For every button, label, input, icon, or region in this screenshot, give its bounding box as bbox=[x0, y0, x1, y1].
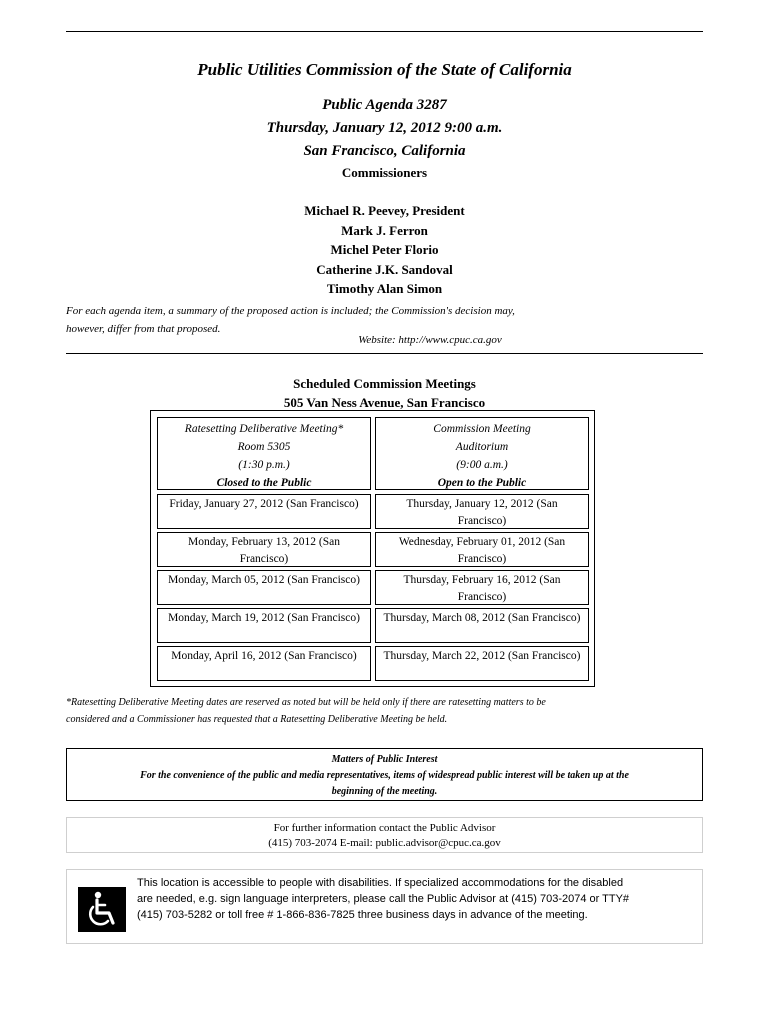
commissioner-name: Catherine J.K. Sandoval bbox=[316, 261, 453, 277]
wheelchair-icon bbox=[78, 887, 126, 932]
ratesetting-date: Friday, January 27, 2012 (San Francisco) bbox=[157, 494, 371, 529]
commission-date: Thursday, January 12, 2012 (San Francisco) bbox=[375, 494, 589, 529]
page-title: Public Utilities Commission of the State of California bbox=[197, 60, 572, 79]
agenda-number: Public Agenda 3287 bbox=[322, 97, 447, 113]
public-interest-text: For the convenience of the public and media representatives, items of widespread public interest will be taken up at the bbox=[140, 770, 629, 781]
disclaimer-line: however, differ from that proposed. bbox=[66, 323, 221, 335]
accessibility-line: This location is accessible to people with disabilities. If specialized accommodations for the disabled bbox=[137, 877, 624, 889]
commissioner-name: Michel Peter Florio bbox=[330, 242, 439, 257]
commission-date: Thursday, March 08, 2012 (San Francisco) bbox=[375, 608, 589, 643]
footnote-line: *Ratesetting Deliberative Meeting dates are reserved as noted but will be held only if there are ratesetting matters to be bbox=[66, 697, 546, 708]
commissioner-name: Timothy Alan Simon bbox=[326, 281, 443, 296]
public-interest-text: beginning of the meeting. bbox=[331, 786, 438, 797]
accessibility-box bbox=[66, 869, 703, 944]
section-rule bbox=[66, 353, 703, 354]
public-interest-box bbox=[66, 748, 703, 801]
commissioners-heading: Commissioners bbox=[341, 165, 428, 180]
accessibility-line: (415) 703-5282 or toll free # 1-866-836-7825 three business days in advance of the meeting. bbox=[137, 909, 588, 921]
footnote-line: considered and a Commissioner has requested that a Ratesetting Deliberative Meeting be held. bbox=[66, 714, 448, 725]
advisor-text: For further information contact the Public Advisor bbox=[273, 822, 496, 834]
ratesetting-date: Monday, April 16, 2012 (San Francisco) bbox=[157, 646, 371, 681]
disclaimer-line: For each agenda item, a summary of the proposed action is included; the Commission's decision may, bbox=[66, 305, 515, 317]
disclaimer bbox=[66, 302, 626, 338]
accessibility-line: are needed, e.g. sign language interpreters, please call the Public Advisor at (415) 703-2074 or TTY# bbox=[137, 893, 630, 905]
public-advisor-box bbox=[66, 817, 703, 853]
ratesetting-header bbox=[157, 417, 371, 490]
commission-date: Thursday, March 22, 2012 (San Francisco) bbox=[375, 646, 589, 681]
ratesetting-date: Monday, February 13, 2012 (San Francisco) bbox=[157, 532, 371, 567]
header-line: Room 5305 bbox=[237, 441, 291, 453]
advisor-contact[interactable]: (415) 703-2074 E-mail: public.advisor@cpuc.ca.gov bbox=[268, 837, 501, 849]
agenda-date: Thursday, January 12, 2012 9:00 a.m. bbox=[266, 120, 503, 136]
commission-header bbox=[375, 417, 589, 490]
header-line: (9:00 a.m.) bbox=[456, 459, 508, 471]
commissioners-list bbox=[66, 201, 703, 299]
ratesetting-date: Monday, March 19, 2012 (San Francisco) bbox=[157, 608, 371, 643]
ratesetting-date: Monday, March 05, 2012 (San Francisco) bbox=[157, 570, 371, 605]
top-rule bbox=[66, 31, 703, 32]
header-line: Auditorium bbox=[455, 441, 509, 453]
schedule-title: Scheduled Commission Meetings bbox=[293, 376, 476, 391]
header-line: Commission Meeting bbox=[433, 423, 531, 435]
agenda-info bbox=[66, 94, 703, 163]
accessibility-text bbox=[137, 875, 697, 923]
schedule-footnote bbox=[66, 694, 666, 728]
header-line: Ratesetting Deliberative Meeting* bbox=[184, 423, 344, 435]
commission-date: Thursday, February 16, 2012 (San Francisco) bbox=[375, 570, 589, 605]
schedule-heading bbox=[66, 374, 703, 412]
header-line: (1:30 p.m.) bbox=[238, 459, 290, 471]
commissioner-name: Michael R. Peevey, President bbox=[304, 203, 465, 218]
commission-date: Wednesday, February 01, 2012 (San Francisco) bbox=[375, 532, 589, 567]
agenda-location: San Francisco, California bbox=[303, 143, 466, 159]
schedule-address: 505 Van Ness Avenue, San Francisco bbox=[283, 395, 486, 410]
public-interest-heading: Matters of Public Interest bbox=[331, 754, 438, 765]
header-line: Open to the Public bbox=[437, 477, 527, 489]
header-line: Closed to the Public bbox=[216, 477, 312, 489]
website-link[interactable]: Website: http://www.cpuc.ca.gov bbox=[358, 334, 502, 346]
commissioner-name: Mark J. Ferron bbox=[341, 222, 428, 238]
